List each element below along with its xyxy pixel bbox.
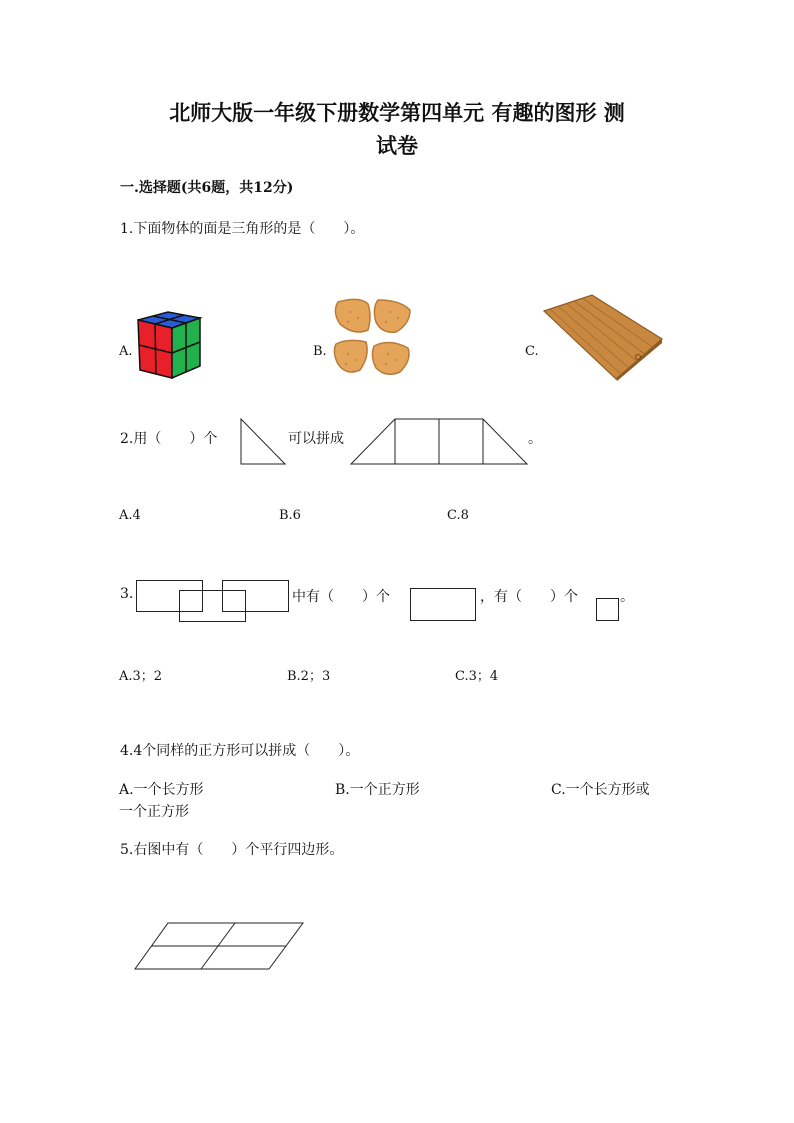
question-2-middle: 可以拼成 [288,431,344,447]
trapezoid-figure [350,418,528,465]
question-3-suffix: 。 [620,589,634,605]
question-1-text: 1.下面物体的面是三角形的是（ ）。 [120,221,365,237]
q3-option-a: A.3；2 [119,669,163,684]
q3-option-c: C.3；4 [455,669,499,684]
q1-option-a-label: A. [119,344,133,359]
question-3-text-a: 中有（ ）个 [292,589,390,605]
question-2-suffix: 。 [528,431,542,447]
question-4-text: 4.4个同样的正方形可以拼成（ ）。 [120,743,360,759]
triangle-biscuits-image [330,296,416,380]
question-3-text-b: ，有（ ）个 [480,589,578,605]
rubiks-cube-image [134,310,202,380]
cutting-board-image [542,293,664,381]
page-title [120,96,674,162]
question-2-prefix: 2.用（ ）个 [120,431,218,447]
q4-option-a: A.一个长方形 [119,782,204,798]
q4-option-c: C.一个长方形或 [551,782,650,798]
q4-option-b: B.一个正方形 [335,782,420,798]
q4-option-c-wrap: 一个正方形 [119,804,189,820]
right-triangle-figure [240,418,286,465]
section-heading: 一.选择题(共6题，共12分) [120,180,294,196]
q2-option-b: B.6 [279,508,301,523]
overlapping-rectangles-figure [136,580,290,622]
rectangle-figure [410,588,476,622]
q2-option-c: C.8 [447,508,469,523]
q2-option-a: A.4 [119,508,141,523]
q1-option-c-label: C. [525,344,539,359]
question-3-prefix: 3. [120,586,134,602]
question-5-text: 5.右图中有（ ）个平行四边形。 [120,842,344,858]
q3-option-b: B.2；3 [287,669,331,684]
parallelogram-grid-figure [134,922,304,970]
title-line-1: 北师大版一年级下册数学第四单元 有趣的图形 测 [169,100,625,125]
q1-option-b-label: B. [313,344,327,359]
square-figure [596,598,619,621]
title-line-2: 试卷 [376,133,418,158]
